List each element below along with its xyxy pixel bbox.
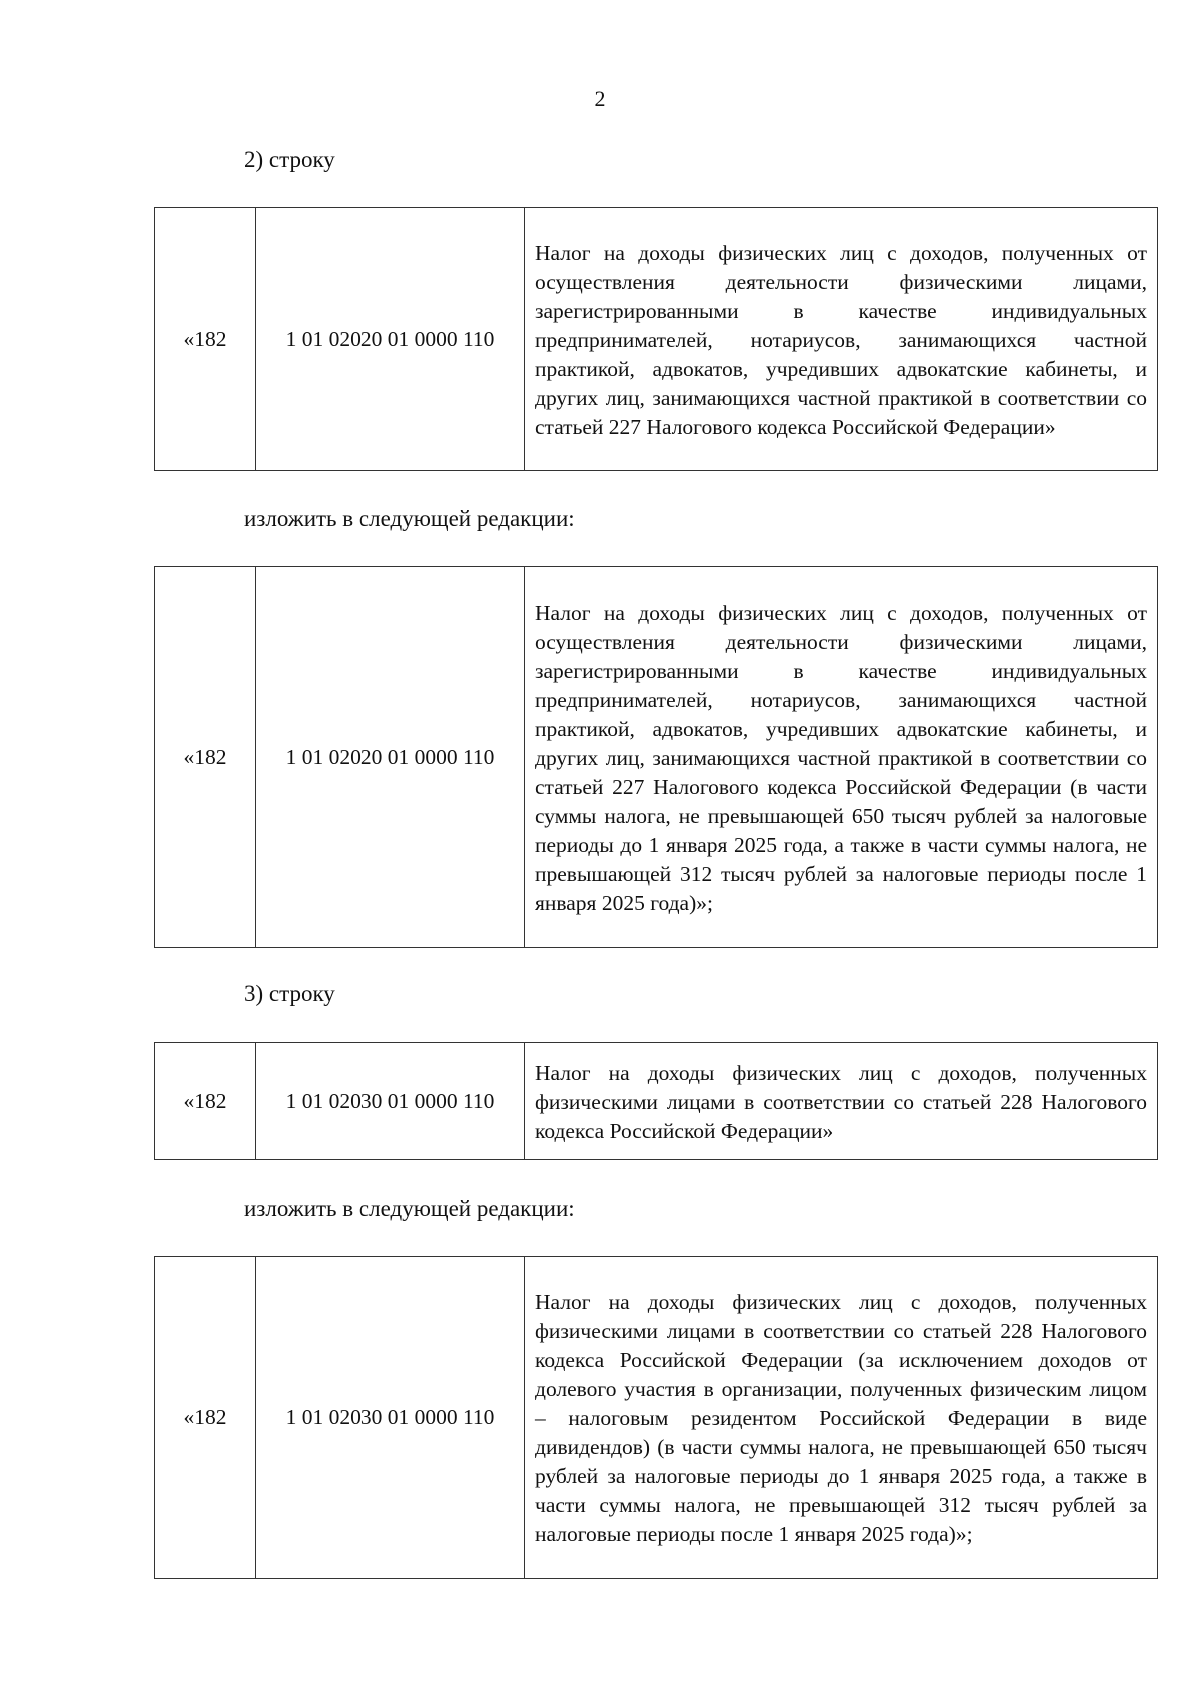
section-2-intro: 2) строку [244, 147, 335, 172]
kbk-code-cell: 1 01 02030 01 0000 110 [256, 1043, 525, 1160]
kbk-code-cell: 1 01 02030 01 0000 110 [256, 1257, 525, 1579]
table-row [155, 208, 1158, 471]
admin-code-cell: «182 [155, 567, 256, 948]
admin-code-cell: «182 [155, 1257, 256, 1579]
admin-code-cell: «182 [155, 1043, 256, 1160]
table-row [155, 567, 1158, 948]
section-2-transition: изложить в следующей редакции: [244, 506, 575, 531]
kbk-code-cell: 1 01 02020 01 0000 110 [256, 208, 525, 471]
section-3-intro: 3) строку [244, 981, 335, 1006]
description-cell: Налог на доходы физических лиц с доходов, полученных от осуществления деятельности физическими лицами, зарегистрированными в качестве индивидуальных предпринимателей, нотариусов, занимающихся частной практикой, адвокатов, учредивших адвокатские кабинеты, и других лиц, занимающихся частной практикой в соответствии со статьей 227 Налогового кодекса Российской Федерации» [525, 208, 1158, 471]
section-3-new-row-table [154, 1256, 1158, 1579]
page-number: 2 [594, 86, 606, 111]
table-row [155, 1257, 1158, 1579]
table-row [155, 1043, 1158, 1160]
admin-code-cell: «182 [155, 208, 256, 471]
section-3-old-row-table [154, 1042, 1158, 1160]
section-3-transition: изложить в следующей редакции: [244, 1196, 575, 1221]
description-cell: Налог на доходы физических лиц с доходов, полученных физическими лицами в соответствии со статьей 228 Налогового кодекса Российской Федерации» [525, 1043, 1158, 1160]
section-2-new-row-table [154, 566, 1158, 948]
section-2-old-row-table [154, 207, 1158, 471]
kbk-code-cell: 1 01 02020 01 0000 110 [256, 567, 525, 948]
description-cell: Налог на доходы физических лиц с доходов, полученных от осуществления деятельности физическими лицами, зарегистрированными в качестве индивидуальных предпринимателей, нотариусов, занимающихся частной практикой, адвокатов, учредивших адвокатские кабинеты, и других лиц, занимающихся частной практикой в соответствии со статьей 227 Налогового кодекса Российской Федерации (в части суммы налога, не превышающей 650 тысяч рублей за налоговые периоды до 1 января 2025 года, а также в части суммы налога, не превышающей 312 тысяч рублей за налоговые периоды после 1 января 2025 года)»; [525, 567, 1158, 948]
description-cell: Налог на доходы физических лиц с доходов, полученных физическими лицами в соответствии со статьей 228 Налогового кодекса Российской Федерации (за исключением доходов от долевого участия в организации, полученных физическим лицом – налоговым резидентом Российской Федерации в виде дивидендов) (в части суммы налога, не превышающей 650 тысяч рублей за налоговые периоды до 1 января 2025 года, а также в части суммы налога, не превышающей 312 тысяч рублей за налоговые периоды после 1 января 2025 года)»; [525, 1257, 1158, 1579]
